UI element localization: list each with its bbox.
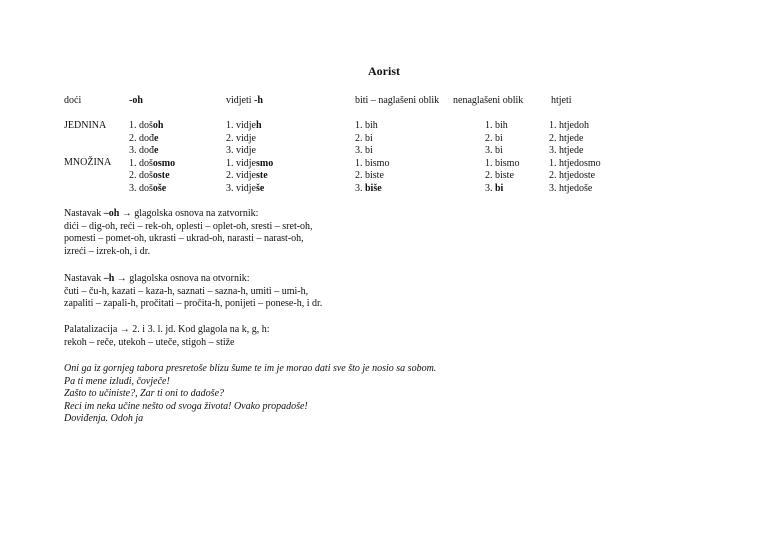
form-stem: doš bbox=[139, 120, 153, 131]
form-stem: htjede bbox=[559, 145, 584, 156]
conjugation-form bbox=[549, 183, 601, 196]
form-ending: biše bbox=[365, 182, 382, 194]
nastavak-h-pre: Nastavak bbox=[64, 273, 104, 284]
form-stem: doš bbox=[139, 182, 153, 194]
person-number: 1. bbox=[485, 157, 495, 169]
form-stem: htjedoše bbox=[559, 182, 593, 194]
conjugation-form bbox=[129, 133, 175, 146]
column-htjeti bbox=[549, 120, 601, 195]
palatalizacija-example: rekoh – reče, utekoh – uteče, stigoh – stiže bbox=[64, 336, 235, 348]
form-stem: dođ bbox=[139, 132, 154, 144]
form-ending: ste bbox=[256, 170, 268, 181]
conjugation-form bbox=[485, 145, 519, 158]
example-sentence: Reci im neka učine nešto od svoga života! Ovako propadoše! bbox=[64, 400, 308, 412]
nastavak-oh-line: izreći – izrek-oh, i dr. bbox=[64, 245, 151, 257]
nastavak-h-heading bbox=[64, 273, 322, 286]
nastavak-h-post: → glagolska osnova na otvornik: bbox=[114, 273, 250, 284]
section-examples bbox=[64, 363, 436, 426]
conjugation-form bbox=[129, 158, 175, 171]
conjugation-form bbox=[485, 183, 519, 196]
nastavak-oh-post: → glagolska osnova na zatvornik: bbox=[119, 208, 259, 219]
form-ending: bi bbox=[495, 182, 504, 194]
form-stem: bismo bbox=[495, 157, 520, 169]
form-stem: vidje bbox=[236, 120, 256, 131]
example-sentence: Zašto to učiniste?, Zar ti oni to dadoše? bbox=[64, 388, 225, 399]
form-ending: oh bbox=[152, 120, 164, 131]
conjugation-form bbox=[355, 170, 389, 183]
conjugation-form bbox=[549, 133, 601, 146]
person-number: 2. bbox=[226, 132, 236, 144]
column-doci bbox=[129, 120, 175, 195]
nastavak-h-bold: –h bbox=[103, 273, 115, 284]
header-biti-naglaseni: biti – naglašeni oblik bbox=[355, 95, 440, 106]
person-number: 2. bbox=[485, 132, 495, 144]
person-number: 1. bbox=[226, 120, 236, 131]
form-stem: htjede bbox=[559, 132, 584, 144]
nastavak-oh-pre: Nastavak bbox=[64, 208, 104, 219]
person-number: 1. bbox=[355, 120, 365, 131]
form-stem: dođ bbox=[139, 145, 154, 156]
person-number: 3. bbox=[549, 182, 559, 194]
form-stem: vidje bbox=[236, 132, 256, 144]
form-stem: vidje bbox=[236, 145, 256, 156]
form-ending: smo bbox=[256, 157, 274, 169]
person-number: 2. bbox=[549, 170, 559, 181]
form-ending: e bbox=[154, 145, 159, 156]
person-number: 1. bbox=[485, 120, 495, 131]
person-number: 2. bbox=[549, 132, 559, 144]
form-stem: vidje bbox=[236, 182, 256, 194]
header-htjeti: htjeti bbox=[551, 95, 572, 106]
person-number: 2. bbox=[226, 170, 236, 181]
person-number: 2. bbox=[355, 132, 365, 144]
person-number: 1. bbox=[549, 157, 559, 169]
nastavak-h-line: zapaliti – zapali-h, pročitati – pročita-h, ponijeti – ponese-h, i dr. bbox=[64, 298, 323, 309]
form-stem: doš bbox=[139, 170, 153, 181]
form-stem: htjedoste bbox=[559, 170, 596, 181]
form-stem: htjedoh bbox=[559, 120, 589, 131]
form-stem: vidje bbox=[236, 157, 256, 169]
form-stem: bismo bbox=[365, 157, 390, 169]
conjugation-form bbox=[129, 120, 175, 133]
person-number: 2. bbox=[355, 170, 365, 181]
person-number: 3. bbox=[549, 145, 559, 156]
form-stem: biste bbox=[365, 170, 384, 181]
conjugation-form bbox=[485, 170, 519, 183]
person-number: 3. bbox=[485, 182, 495, 194]
conjugation-form bbox=[226, 133, 273, 146]
person-number: 1. bbox=[549, 120, 559, 131]
header-doci: doći bbox=[64, 95, 82, 106]
conjugation-form bbox=[226, 120, 273, 133]
nastavak-oh-line: pomesti – pomet-oh, ukrasti – ukrad-oh, narasti – narast-oh, bbox=[64, 233, 304, 244]
form-ending: osmo bbox=[152, 157, 176, 169]
person-number: 2. bbox=[129, 170, 139, 181]
conjugation-form bbox=[226, 183, 273, 196]
row-label-jednina: JEDNINA bbox=[64, 120, 107, 131]
form-stem: bi bbox=[365, 145, 373, 156]
nastavak-h-line: čuti – ču-h, kazati – kaza-h, saznati – sazna-h, umiti – umi-h, bbox=[64, 285, 309, 297]
form-stem: biste bbox=[495, 170, 514, 181]
form-stem: bi bbox=[365, 132, 373, 144]
person-number: 3. bbox=[355, 182, 365, 194]
conjugation-form bbox=[355, 145, 389, 158]
person-number: 3. bbox=[129, 182, 139, 194]
person-number: 3. bbox=[226, 182, 236, 194]
form-stem: bih bbox=[365, 120, 378, 131]
example-sentence: Oni ga iz gornjeg tabora presretoše blizu šume te im je morao dati sve što je nosio sa sobom. bbox=[64, 363, 437, 374]
header-oh: -oh bbox=[129, 95, 143, 106]
person-number: 1. bbox=[129, 157, 139, 169]
form-stem: bi bbox=[495, 145, 503, 156]
form-ending: še bbox=[256, 182, 265, 194]
conjugation-form bbox=[129, 183, 175, 196]
section-nastavak-oh bbox=[64, 208, 313, 258]
nastavak-oh-line: dići – dig-oh, reći – rek-oh, oplesti – oplet-oh, sresti – sret-oh, bbox=[64, 220, 313, 232]
column-nenaglaseni bbox=[485, 120, 519, 195]
conjugation-form bbox=[485, 158, 519, 171]
conjugation-form bbox=[355, 183, 389, 196]
person-number: 1. bbox=[226, 157, 236, 169]
column-vidjeti bbox=[226, 120, 273, 195]
row-label-mnozina: MNOŽINA bbox=[64, 157, 112, 168]
person-number: 3. bbox=[226, 145, 236, 156]
conjugation-form bbox=[355, 133, 389, 146]
conjugation-form bbox=[226, 145, 273, 158]
person-number: 2. bbox=[485, 170, 495, 181]
person-number: 3. bbox=[355, 145, 365, 156]
conjugation-form bbox=[549, 158, 601, 171]
nastavak-oh-heading bbox=[64, 208, 313, 221]
conjugation-form bbox=[485, 133, 519, 146]
form-ending: oše bbox=[152, 182, 167, 194]
form-stem: vidje bbox=[236, 170, 256, 181]
nastavak-oh-bold: –oh bbox=[103, 208, 120, 219]
person-number: 1. bbox=[129, 120, 139, 131]
form-stem: bih bbox=[495, 120, 508, 131]
section-nastavak-h bbox=[64, 273, 322, 311]
column-biti-naglaseni bbox=[355, 120, 389, 195]
conjugation-form bbox=[549, 145, 601, 158]
conjugation-form bbox=[355, 158, 389, 171]
form-stem: doš bbox=[139, 157, 153, 169]
conjugation-form bbox=[226, 170, 273, 183]
header-vidjeti-word: vidjeti bbox=[226, 95, 255, 106]
conjugation-form bbox=[549, 120, 601, 133]
person-number: 3. bbox=[485, 145, 495, 156]
form-ending: h bbox=[256, 120, 262, 131]
form-stem: bi bbox=[495, 132, 503, 144]
conjugation-form bbox=[226, 158, 273, 171]
conjugation-form bbox=[549, 170, 601, 183]
header-vidjeti-ending: -h bbox=[254, 95, 263, 106]
palatalizacija-heading: Palatalizacija → 2. i 3. l. jd. Kod glagola na k, g, h: bbox=[64, 324, 270, 335]
section-palatalizacija bbox=[64, 324, 270, 349]
page-title: Aorist bbox=[368, 64, 400, 78]
person-number: 3. bbox=[129, 145, 139, 156]
header-nenaglaseni: nenaglašeni oblik bbox=[453, 95, 524, 106]
example-sentence: Pa ti mene izludi, čovječe! bbox=[64, 375, 170, 387]
conjugation-form bbox=[129, 145, 175, 158]
conjugation-form bbox=[485, 120, 519, 133]
form-ending: e bbox=[154, 132, 159, 144]
conjugation-form bbox=[129, 170, 175, 183]
header-vidjeti bbox=[226, 95, 263, 108]
person-number: 2. bbox=[129, 132, 139, 144]
conjugation-form bbox=[355, 120, 389, 133]
form-stem: htjedosmo bbox=[559, 157, 601, 169]
form-ending: oste bbox=[152, 170, 170, 181]
person-number: 1. bbox=[355, 157, 365, 169]
example-sentence: Doviđenja. Odoh ja bbox=[64, 413, 144, 424]
